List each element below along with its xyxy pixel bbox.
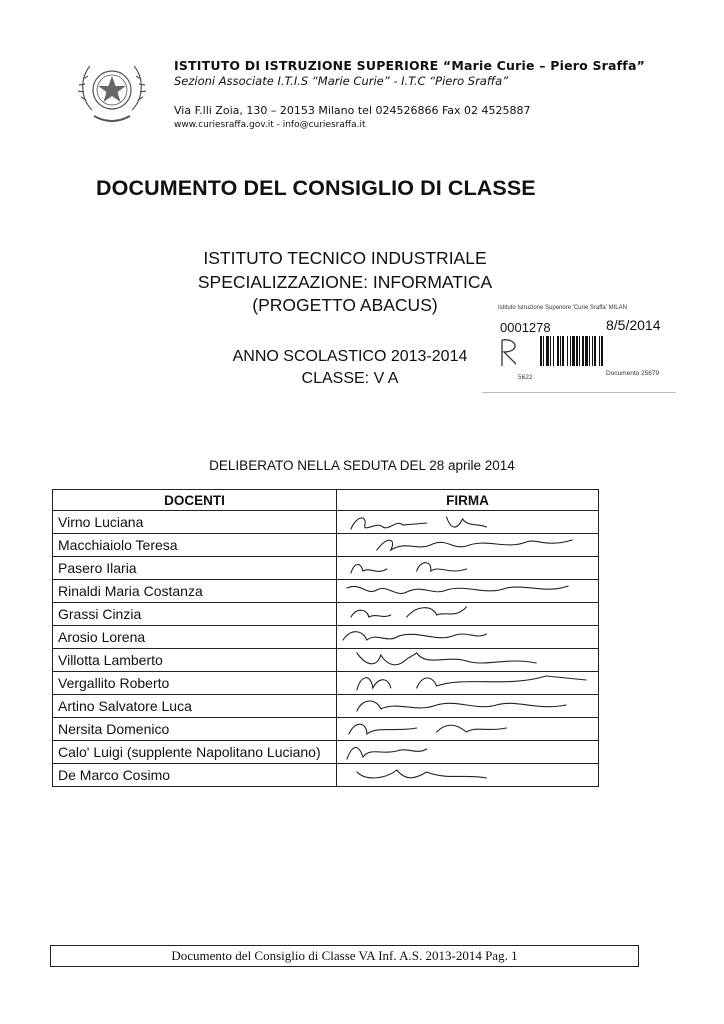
teacher-name: Artino Salvatore Luca bbox=[53, 695, 337, 718]
signature-scribble-icon bbox=[337, 626, 598, 648]
signature-scribble-icon bbox=[337, 580, 598, 602]
stamp-document-number: Documento 25679 bbox=[606, 370, 660, 377]
handwritten-signature bbox=[337, 580, 599, 603]
signature-scribble-icon bbox=[337, 603, 598, 625]
protocol-stamp bbox=[482, 296, 676, 396]
document-title: DOCUMENTO DEL CONSIGLIO DI CLASSE bbox=[96, 176, 536, 200]
stamp-institution: Istituto Istruzione Superiore 'Curie Sraffa' MILAN bbox=[498, 305, 627, 311]
signature-scribble-icon bbox=[337, 718, 598, 740]
handwritten-mark-icon bbox=[494, 334, 528, 370]
course-line-1: ISTITUTO TECNICO INDUSTRIALE bbox=[203, 248, 487, 268]
table-row bbox=[53, 603, 599, 626]
signature-scribble-icon bbox=[337, 672, 598, 694]
signature-scribble-icon bbox=[337, 695, 598, 717]
teacher-name: Rinaldi Maria Costanza bbox=[53, 580, 337, 603]
italian-republic-emblem-icon bbox=[74, 52, 150, 132]
header-docenti: DOCENTI bbox=[53, 490, 337, 511]
table-row bbox=[53, 718, 599, 741]
stamp-divider bbox=[482, 392, 676, 393]
page-footer: Documento del Consiglio di Classe VA Inf. A.S. 2013-2014 Pag. 1 bbox=[50, 945, 639, 967]
teacher-name: Arosio Lorena bbox=[53, 626, 337, 649]
table-row bbox=[53, 741, 599, 764]
handwritten-signature bbox=[337, 603, 599, 626]
table-row bbox=[53, 557, 599, 580]
teacher-name: Vergallito Roberto bbox=[53, 672, 337, 695]
handwritten-signature bbox=[337, 557, 599, 580]
teacher-name: Villotta Lamberto bbox=[53, 649, 337, 672]
signature-table bbox=[52, 489, 599, 787]
signature-scribble-icon bbox=[337, 557, 598, 579]
handwritten-signature bbox=[337, 511, 599, 534]
handwritten-signature bbox=[337, 534, 599, 557]
course-line-3: (PROGETTO ABACUS) bbox=[252, 295, 438, 315]
signature-scribble-icon bbox=[337, 534, 598, 556]
signature-scribble-icon bbox=[337, 511, 598, 533]
handwritten-signature bbox=[337, 672, 599, 695]
handwritten-signature bbox=[337, 695, 599, 718]
teacher-name: Macchiaiolo Teresa bbox=[53, 534, 337, 557]
teacher-name: Calo' Luigi (supplente Napolitano Luciano) bbox=[53, 741, 337, 764]
institution-name: ISTITUTO DI ISTRUZIONE SUPERIORE “Marie Curie – Piero Sraffa” bbox=[174, 58, 645, 73]
table-row bbox=[53, 764, 599, 787]
protocol-date: 8/5/2014 bbox=[606, 317, 661, 333]
teacher-name: Virno Luciana bbox=[53, 511, 337, 534]
signature-scribble-icon bbox=[337, 741, 598, 763]
table-row bbox=[53, 534, 599, 557]
signature-scribble-icon bbox=[337, 649, 598, 671]
institution-address: Via F.lli Zoia, 130 – 20153 Milano tel 024526866 Fax 02 4525887 bbox=[174, 104, 531, 117]
teacher-name: De Marco Cosimo bbox=[53, 764, 337, 787]
handwritten-signature bbox=[337, 764, 599, 787]
school-year: ANNO SCOLASTICO 2013-2014 bbox=[232, 348, 468, 365]
header-firma: FIRMA bbox=[337, 490, 599, 511]
teacher-name: Grassi Cinzia bbox=[53, 603, 337, 626]
teacher-name: Pasero Ilaria bbox=[53, 557, 337, 580]
table-row bbox=[53, 695, 599, 718]
table-row bbox=[53, 649, 599, 672]
table-row bbox=[53, 580, 599, 603]
deliberation-date: DELIBERATO NELLA SEDUTA DEL 28 aprile 2014 bbox=[209, 458, 515, 473]
handwritten-signature bbox=[337, 626, 599, 649]
teacher-name: Nersita Domenico bbox=[53, 718, 337, 741]
stamp-code: 5622 bbox=[518, 374, 533, 381]
handwritten-signature bbox=[337, 718, 599, 741]
handwritten-signature bbox=[337, 741, 599, 764]
institution-sections: Sezioni Associate I.T.I.S “Marie Curie” - I.T.C “Piero Sraffa” bbox=[174, 74, 509, 88]
table-row bbox=[53, 511, 599, 534]
protocol-number: 0001278 bbox=[500, 320, 551, 335]
class-label: CLASSE: V A bbox=[301, 370, 399, 387]
table-row bbox=[53, 626, 599, 649]
course-line-2: SPECIALIZZAZIONE: INFORMATICA bbox=[197, 272, 493, 292]
signature-scribble-icon bbox=[337, 764, 598, 786]
table-header-row bbox=[53, 490, 599, 511]
handwritten-signature bbox=[337, 649, 599, 672]
table-row bbox=[53, 672, 599, 695]
barcode-icon bbox=[538, 336, 642, 366]
institution-web: www.curiesraffa.gov.it - info@curiesraffa.it bbox=[174, 120, 366, 130]
